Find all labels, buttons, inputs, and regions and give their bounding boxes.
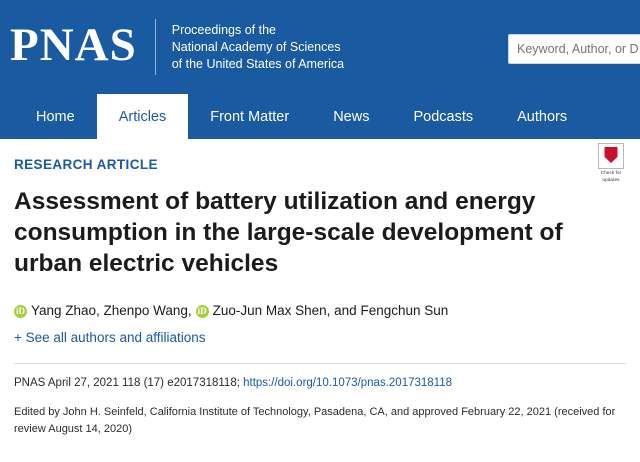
orcid-icon[interactable]: iD (197, 305, 207, 316)
shield-icon (605, 147, 618, 163)
see-all-authors-link[interactable]: + See all authors and affiliations (14, 330, 206, 345)
nav-item-authors[interactable]: Authors (517, 108, 568, 125)
orcid-icon[interactable]: iD (16, 305, 25, 316)
pnas-logo[interactable]: PNAS (10, 18, 137, 71)
search-input[interactable] (508, 34, 640, 64)
author-segment-2[interactable]: Zuo-Jun Max Shen, and Fengchun Sun (212, 303, 449, 318)
crossmark-badge[interactable] (590, 143, 632, 183)
citation-text: PNAS April 27, 2021 118 (17) e2017318118; (14, 377, 240, 389)
nav-item-news[interactable]: News (333, 108, 370, 125)
nav-item-front-matter[interactable]: Front Matter (210, 108, 290, 125)
masthead-divider (155, 19, 156, 75)
subtitle-line-2: National Academy of Sciences (171, 39, 341, 54)
subtitle-line-3: of the United States of America (171, 56, 345, 71)
doi-link[interactable]: https://doi.org/10.1073/pnas.2017318118 (243, 377, 453, 389)
divider (14, 363, 626, 364)
edited-by-note: Edited by John H. Seinfeld, California Institute of Technology, Pasadena, CA, and approved February 22, 2021 (received for review August 14, 2020) (14, 406, 616, 435)
article-header (0, 139, 640, 438)
page-title: Assessment of battery utilization and energy consumption in the large-scale development of urban electric vehicles (14, 188, 563, 277)
crossmark-line-1: Check for (600, 170, 622, 175)
main-navigation (0, 94, 640, 139)
author-segment-1[interactable]: Yang Zhao, Zhenpo Wang, (31, 303, 192, 318)
masthead-subtitle (172, 22, 344, 73)
search-container (508, 34, 640, 64)
article-type-label: RESEARCH ARTICLE (14, 157, 158, 172)
nav-item-articles[interactable]: Articles (97, 94, 189, 139)
crossmark-line-2: updates (602, 177, 620, 182)
citation-line (14, 375, 626, 392)
site-masthead (0, 0, 640, 94)
crossmark-icon (598, 143, 624, 169)
nav-item-podcasts[interactable]: Podcasts (413, 108, 474, 125)
subtitle-line-1: Proceedings of the (171, 22, 276, 37)
nav-item-home[interactable]: Home (36, 108, 75, 125)
author-list (14, 301, 626, 321)
